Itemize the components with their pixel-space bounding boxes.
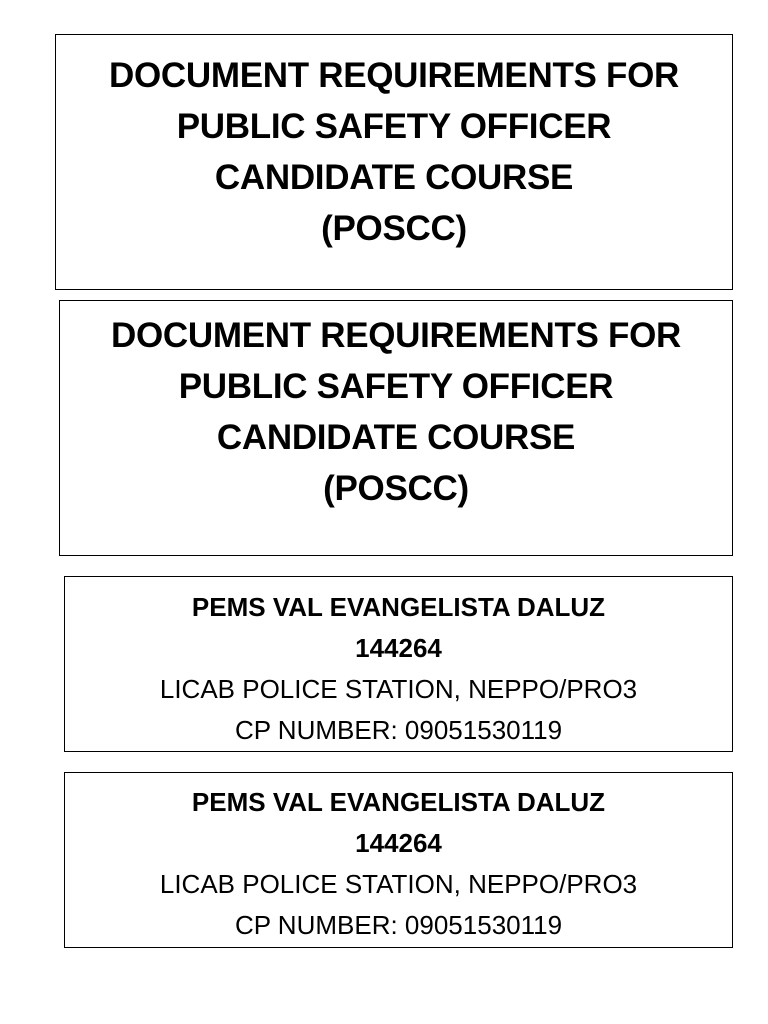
name-label-box [64, 772, 733, 948]
title-box [59, 300, 733, 556]
station-name: LICAB POLICE STATION, NEPPO/PRO3 [159, 674, 638, 704]
person-name: PEMS VAL EVANGELISTA DALUZ [191, 787, 606, 817]
title-line: (POSCC) [323, 469, 469, 508]
title-line: PUBLIC SAFETY OFFICER [176, 107, 612, 146]
id-number: 144264 [355, 633, 442, 663]
cp-number: CP NUMBER: 09051530119 [234, 715, 563, 745]
title-line: CANDIDATE COURSE [214, 158, 574, 197]
title-line: CANDIDATE COURSE [216, 418, 576, 457]
name-label-box [64, 576, 733, 752]
title-line: PUBLIC SAFETY OFFICER [178, 367, 614, 406]
title-line: (POSCC) [321, 209, 467, 248]
person-name: PEMS VAL EVANGELISTA DALUZ [191, 592, 606, 622]
id-number: 144264 [355, 828, 442, 858]
title-line: DOCUMENT REQUIREMENTS FOR [110, 316, 681, 355]
title-box [55, 34, 733, 290]
cp-number: CP NUMBER: 09051530119 [234, 910, 563, 940]
title-line: DOCUMENT REQUIREMENTS FOR [108, 56, 679, 95]
station-name: LICAB POLICE STATION, NEPPO/PRO3 [159, 869, 638, 899]
